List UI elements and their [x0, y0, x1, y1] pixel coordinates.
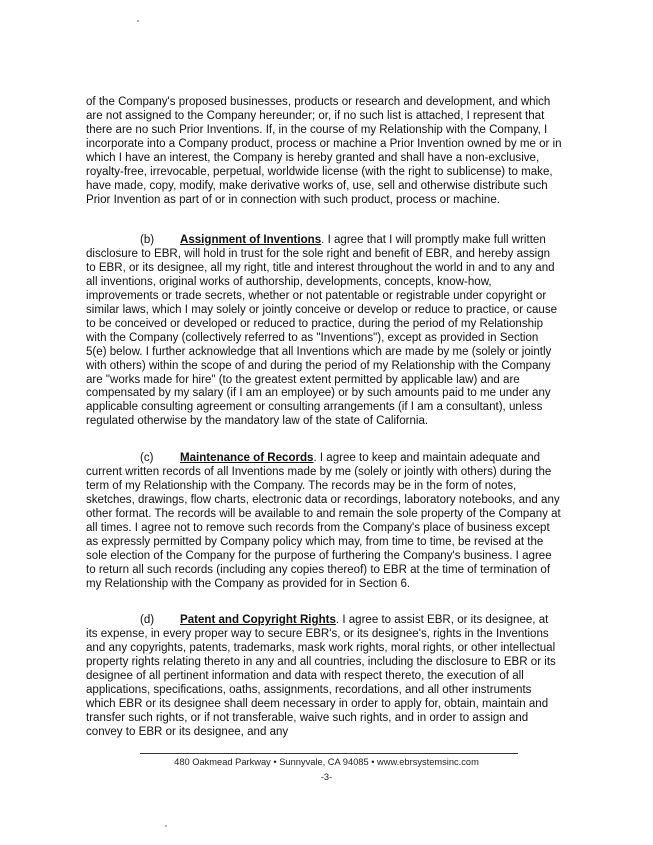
section-b-number: (b) — [140, 234, 155, 246]
section-b-paragraph: (b) Assignment of Inventions. I agree that I will promptly make full written disclosure to EBR, will hold in trust for the sole right and benefit of EBR, and hereby assign to EBR, or its designee, all my right, title and interest throughout the world in and to any and all inventions, original works of authorship, developments, concepts, know-how, improvements or trade secrets, whether or not patentable or registrable under copyright or similar laws, which I may solely or jointly conceive or develop or reduce to practice, or cause to be conceived or developed or reduced to practice, during the period of my Relationship with the Company (collectively referred to as "Inventions"), except as provided in Section 5(e) below. I further acknowledge that all Inventions which are made by me (solely or jointly with others) within the scope of and during the period of my Relationship with the Company are "works made for hire" (to the greatest extent permitted by applicable law) and are compensated by my salary (if I am an employee) or by such amounts paid to me under any applicable consulting agreement or consulting arrangements (if I am a consultant), unless regulated otherwise by the mandatory law of the state of California. — [86, 234, 558, 428]
paragraph-continued: of the Company's proposed businesses, products or research and development, and which are not assigned to the Company hereunder; or, if no such list is attached, I represent that there are no such Prior Inventions. If, in the course of my Relationship with the Company, I incorporate into a Company product, process or machine a Prior Invention owned by me or in which I have an interest, the Company is hereby granted and shall have a non-exclusive, royalty-free, irrevocable, perpetual, worldwide license (with the right to sublicense) to make, have made, copy, modify, make derivative works of, use, sell and otherwise distribute such Prior Invention as part of or in connection with such product, process or machine. — [86, 96, 562, 206]
section-c-paragraph: (c) Maintenance of Records. I agree to keep and maintain adequate and current written records of all Inventions made by me (solely or jointly with others) during the term of my Relationship with the Company. The records may be in the form of notes, sketches, drawings, flow charts, electronic data or recordings, laboratory notebooks, and any other format. The records will be available to and remain the sole property of the Company at all times. I agree not to remove such records from the Company's place of business except as expressly permitted by Company policy which may, from time to time, be revised at the sole election of the Company for the purpose of furthering the Company's business. I agree to return all such records (including any copies thereof) to EBR at the time of termination of my Relationship with the Company as provided for in Section 6. — [86, 452, 561, 590]
section-b-heading: Assignment of Inventions — [180, 234, 322, 246]
section-d-heading: Patent and Copyright Rights — [180, 614, 336, 626]
section-d-number: (d) — [140, 614, 155, 626]
section-d-paragraph: (d) Patent and Copyright Rights. I agree to assist EBR, or its designee, at its expense, in every proper way to secure EBR's, or its designee's, rights in the Inventions and any copyrights, patents, trademarks, mask work rights, moral rights, or other intellectual property rights relating thereto in any and all countries, including the disclosure to EBR or its designee of all pertinent information and data with respect thereto, the execution of all applications, specifications, oaths, assignments, recordations, and all other instruments which EBR or its designee shall deem necessary in order to apply for, obtain, maintain and transfer such rights, or if not transferable, waive such rights, and in order to assign and convey to EBR or its designee, and any — [86, 614, 556, 738]
section-d-text: I agree to assist EBR, or its designee, at its expense, in every proper way to secure EBR's, or its designee's, rights in the Inventions and any copyrights, patents, trademarks, mask work rights, moral rights, or other intellectual property rights relating thereto in any and all countries, including the disclosure to EBR or its designee of all pertinent information and data with respect thereto, the execution of all applications, specifications, oaths, assignments, recordations, and all other instruments which EBR or its designee shall deem necessary in order to apply for, obtain, maintain and transfer such rights, or if not transferable, waive such rights, and in order to assign and convey to EBR or its designee, and any — [86, 614, 556, 738]
page-number: -3- — [320, 772, 333, 782]
section-b-text: I agree that I will promptly make full written disclosure to EBR, will hold in trust for the sole right and benefit of EBR, and hereby assign to EBR, or its designee, all my right, title and interest throughout the world in and to any and all inventions, original works of authorship, developments, concepts, know-how, improvements or trade secrets, whether or not patentable or registrable under copyright or similar laws, which I may solely or jointly conceive or develop or reduce to practice, or cause to be conceived or developed or reduced to practice, during the period of my Relationship with the Company (collectively referred to as "Inventions"), except as provided in Section 5(e) below. I further acknowledge that all Inventions which are made by me (solely or jointly with others) within the scope of and during the period of my Relationship with the Company are "works made for hire" (to the greatest extent permitted by applicable law) and are compensated by my salary (if I am an employee) or by such amounts paid to me under any applicable consulting agreement or consulting arrangements (if I am a consultant), unless regulated otherwise by the mandatory law of the state of California. — [86, 234, 558, 428]
footer-address: 480 Oakmead Parkway • Sunnyvale, CA 94085 • www.ebrsystemsinc.com — [174, 757, 479, 767]
section-c-number: (c) — [140, 452, 154, 464]
scan-speck — [137, 20, 139, 22]
section-c-heading: Maintenance of Records — [180, 452, 314, 464]
scan-speck — [165, 825, 167, 827]
section-c-text: I agree to keep and maintain adequate and current written records of all Inventions made by me (solely or jointly with others) during the term of my Relationship with the Company. The records may be in the form of notes, sketches, drawings, flow charts, electronic data or recordings, laboratory notebooks, and any other format. The records will be available to and remain the sole property of the Company at all times. I agree not to remove such records from the Company's place of business except as expressly permitted by Company policy which may, from time to time, be revised at the sole election of the Company for the purpose of furthering the Company's business. I agree to return all such records (including any copies thereof) to EBR at the time of termination of my Relationship with the Company as provided for in Section 6. — [86, 452, 561, 590]
footer-divider — [140, 753, 518, 754]
